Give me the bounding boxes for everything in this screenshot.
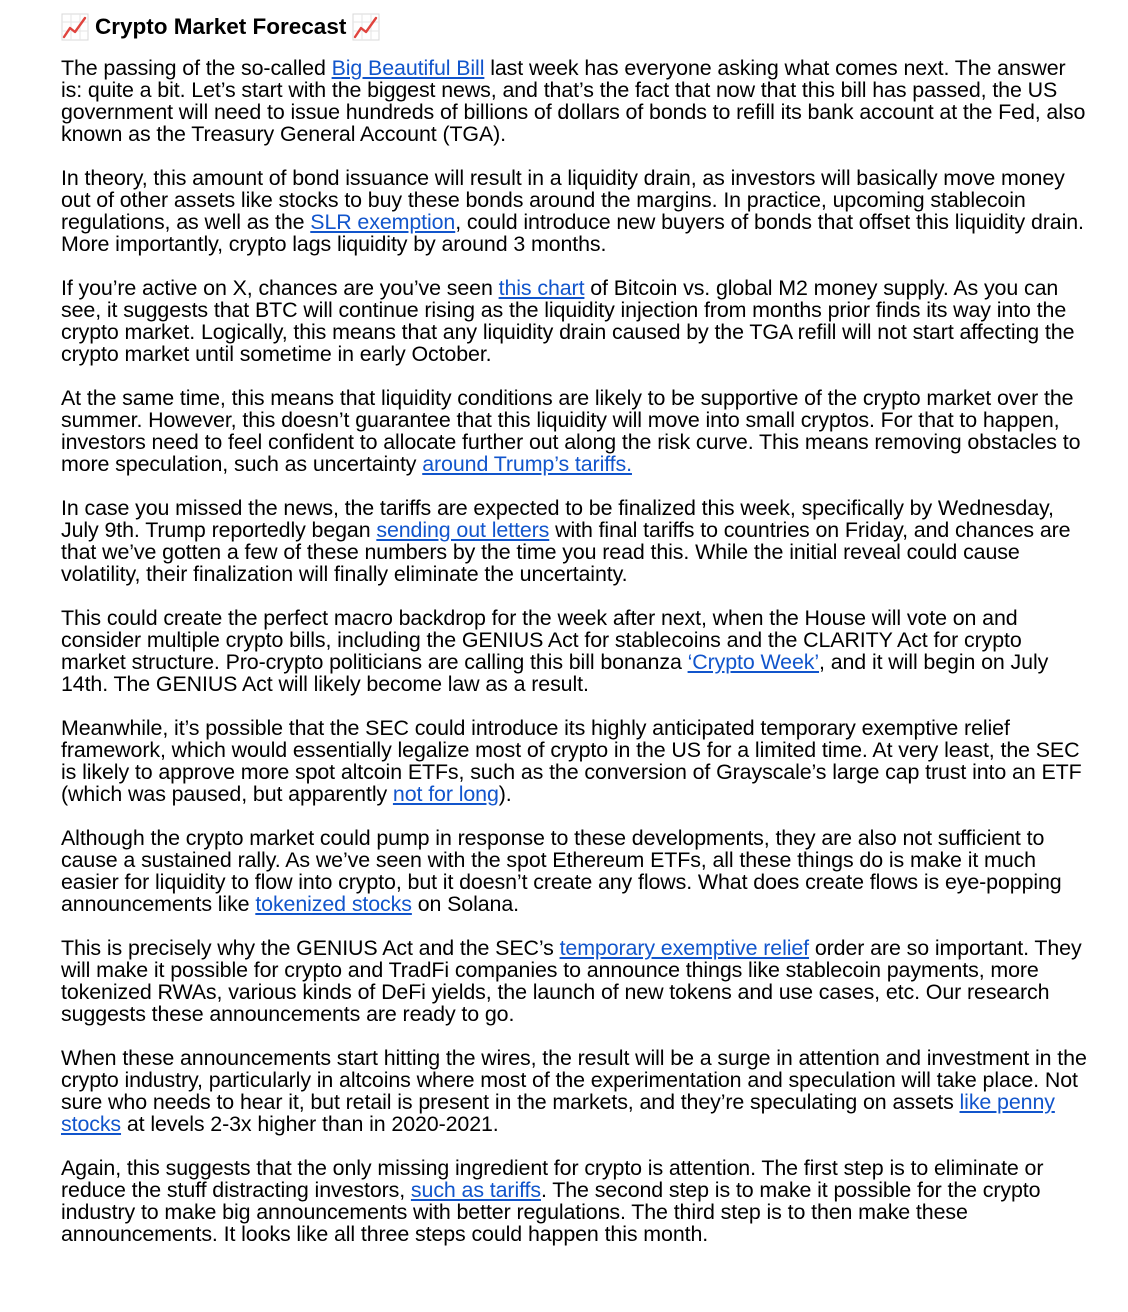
paragraph-text: At the same time, this means that liquidity conditions are likely to be supportive of the crypto market over the summer. However, this doesn’t guarantee that this liquidity will move into small cryptos. For that to happen, investors need to feel confident to allocate further out along the risk curve. This means removing obstacles to more speculation, such as uncertainty xyxy=(61,386,1081,476)
paragraph xyxy=(61,167,1091,255)
paragraph-text: , and it will begin on July 14th. The GENIUS Act will likely become law as a result. xyxy=(61,650,1049,696)
slr-exemption-link[interactable]: SLR exemption xyxy=(310,210,456,234)
article xyxy=(61,12,1091,1267)
tokenized-stocks-link[interactable]: tokenized stocks xyxy=(255,892,412,916)
paragraph-text: Again, this suggests that the only missing ingredient for crypto is attention. The first step is to eliminate or reduce the stuff distracting investors, xyxy=(61,1156,1044,1202)
paragraph-text: Meanwhile, it’s possible that the SEC could introduce its highly anticipated temporary exemptive relief framework, which would essentially legalize most of crypto in the US for a limited time. At very least, the SEC is likely to approve more spot altcoin ETFs, such as the conversion of Grayscale’s large cap trust into an ETF (which was paused, but apparently xyxy=(61,716,1082,806)
article-title xyxy=(61,12,1091,42)
title-text: Crypto Market Forecast xyxy=(95,14,347,39)
paragraph-text: The passing of the so-called xyxy=(61,56,332,80)
trumps-tariffs-link[interactable]: around Trump’s tariffs. xyxy=(422,452,632,476)
paragraph xyxy=(61,607,1091,695)
such-as-tariffs-link[interactable]: such as tariffs xyxy=(410,1178,541,1202)
paragraph-text: , could introduce new buyers of bonds that offset this liquidity drain. More importantly, crypto lags liquidity by around 3 months. xyxy=(61,210,1084,256)
paragraph-text: on Solana. xyxy=(411,892,519,916)
paragraph-text: with final tariffs to countries on Friday, and chances are that we’ve gotten a few of these numbers by the time you read this. While the initial reveal could cause volatility, their finalization will finally eliminate the uncertainty. xyxy=(61,518,1071,586)
paragraph xyxy=(61,937,1091,1025)
paragraph xyxy=(61,1047,1091,1135)
paragraph-text: This is precisely why the GENIUS Act and the SEC’s xyxy=(61,936,560,960)
not-for-long-link[interactable]: not for long xyxy=(392,782,499,806)
sending-out-letters-link[interactable]: sending out letters xyxy=(376,518,550,542)
paragraph-text: at levels 2-3x higher than in 2020-2021. xyxy=(121,1112,499,1136)
paragraph-text: of Bitcoin vs. global M2 money supply. As you can see, it suggests that BTC will continue rising as the liquidity injection from months prior finds its way into the crypto market. Logically, this means that any liquidity drain caused by the TGA refill will not start affecting the crypto market until sometime in early October. xyxy=(61,276,1075,366)
paragraph xyxy=(61,387,1091,475)
paragraph-text: In theory, this amount of bond issuance will result in a liquidity drain, as investors will basically move money out of other assets like stocks to buy these bonds around the margins. In practice, upcoming stablecoin regulations, as well as the xyxy=(61,166,1065,234)
chart-increasing-icon xyxy=(352,13,380,41)
paragraph-text: . The second step is to make it possible for the crypto industry to make big announcements with better regulations. The third step is to then make these announcements. It looks like all three steps could happen this month. xyxy=(61,1178,1041,1246)
paragraph xyxy=(61,497,1091,585)
paragraph-text: Although the crypto market could pump in response to these developments, they are also not sufficient to cause a sustained rally. As we’ve seen with the spot Ethereum ETFs, all these things do is make it much easier for liquidity to flow into crypto, but it doesn’t create any flows. What does create flows is eye-popping announcements like xyxy=(61,826,1062,916)
paragraph-text: In case you missed the news, the tariffs are expected to be finalized this week, specifically by Wednesday, July 9th. Trump reportedly began xyxy=(61,496,1054,542)
crypto-week-link[interactable]: ‘Crypto Week’ xyxy=(687,650,820,674)
paragraph-text: last week has everyone asking what comes next. The answer is: quite a bit. Let’s start with the biggest news, and that’s the fact that now that this bill has passed, the US government will need to issue hundreds of billions of dollars of bonds to refill its bank account at the Fed, also known as the Treasury General Account (TGA). xyxy=(61,56,1086,146)
paragraph-text: This could create the perfect macro backdrop for the week after next, when the House will vote on and consider multiple crypto bills, including the GENIUS Act for stablecoins and the CLARITY Act for crypto market structure. Pro-crypto politicians are calling this bill bonanza xyxy=(61,606,1022,674)
paragraph xyxy=(61,277,1091,365)
paragraph-text: order are so important. They will make it possible for crypto and TradFi companies to announce things like stablecoin payments, more tokenized RWAs, various kinds of DeFi yields, the launch of new tokens and use cases, etc. Our research suggests these announcements are ready to go. xyxy=(61,936,1082,1026)
this-chart-link[interactable]: this chart xyxy=(498,276,585,300)
chart-increasing-icon xyxy=(61,13,89,41)
paragraph-text: When these announcements start hitting the wires, the result will be a surge in attention and investment in the crypto industry, particularly in altcoins where most of the experimentation and speculation will take place. Not sure who needs to hear it, but retail is present in the markets, and they’re speculating on assets xyxy=(61,1046,1087,1114)
like-penny-stocks-link[interactable]: like penny stocks xyxy=(61,1090,1055,1136)
big-beautiful-bill-link[interactable]: Big Beautiful Bill xyxy=(331,56,485,80)
temporary-exemptive-relief-link[interactable]: temporary exemptive relief xyxy=(559,936,810,960)
paragraph-text: ). xyxy=(498,782,512,806)
paragraph xyxy=(61,1157,1091,1245)
paragraph xyxy=(61,57,1091,145)
paragraph xyxy=(61,717,1091,805)
paragraph-text: If you’re active on X, chances are you’ve seen xyxy=(61,276,499,300)
paragraph xyxy=(61,827,1091,915)
